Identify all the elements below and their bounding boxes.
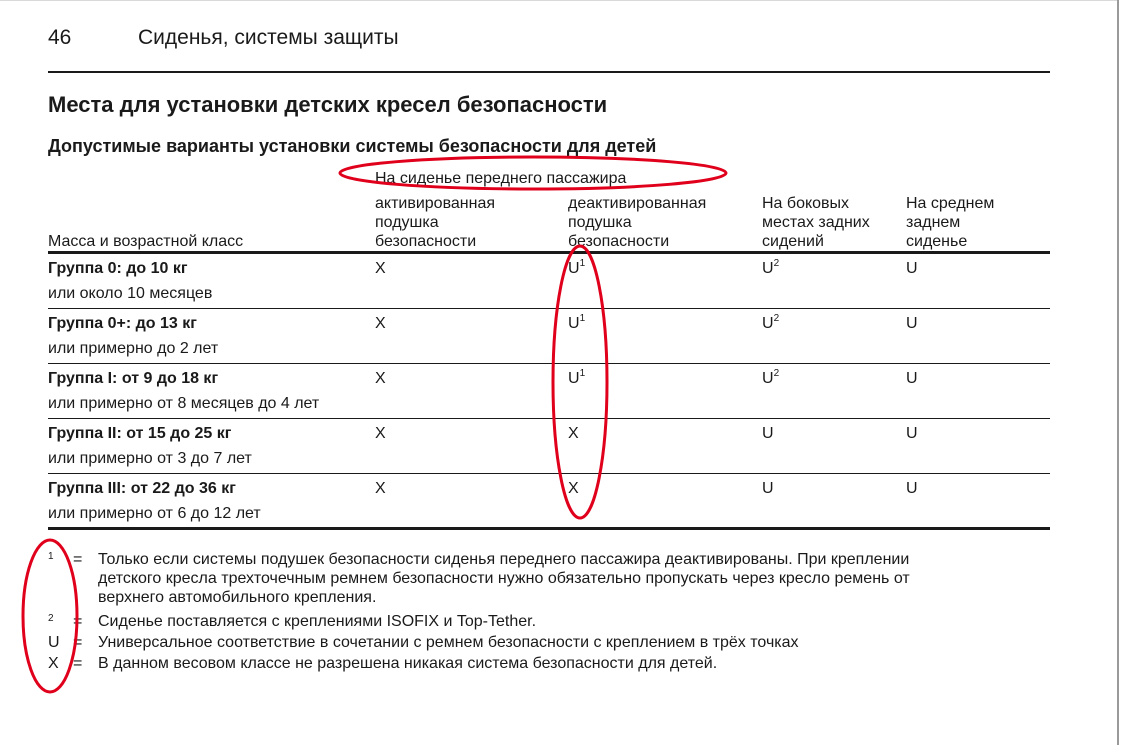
value-text: U (762, 480, 774, 497)
value-text: U (762, 425, 774, 442)
footnote-ref: 1 (579, 258, 586, 269)
value-text: U (568, 315, 580, 332)
header-line: заднем (906, 214, 961, 231)
footnote-text: Сиденье поставляется с креплениями ISOFIX и Top-Tether. (98, 613, 537, 630)
rear-center-value: U (906, 480, 918, 497)
page-subtitle: Допустимые варианты установки системы безопасности для детей (48, 136, 657, 156)
value-text: U (762, 370, 774, 387)
page-number: 46 (48, 26, 72, 49)
footnote-mark: X (48, 655, 59, 672)
rear-center-value: U (906, 370, 918, 387)
header-line: сидений (762, 233, 824, 250)
mass-column-header: Масса и возрастной класс (48, 233, 244, 250)
page-title: Места для установки детских кресел безопасности (48, 92, 608, 117)
footnote-equals: = (73, 634, 83, 651)
age-range: или примерно от 6 до 12 лет (48, 505, 261, 522)
header-line: деактивированная (568, 195, 707, 212)
header-line: активированная (375, 195, 496, 212)
footnote-ref: 2 (773, 368, 780, 379)
header-highlight-ellipse (340, 157, 726, 189)
footnote-ref: 1 (579, 368, 586, 379)
footnote-text: верхнего автомобильного крепления. (98, 589, 377, 606)
section-title: Сиденья, системы защиты (138, 26, 399, 49)
value-text: U (762, 260, 774, 277)
header-line: сиденье (906, 233, 968, 250)
rear-center-value: U (906, 315, 918, 332)
age-range: или примерно от 3 до 7 лет (48, 450, 252, 467)
footnote-marks-highlight-ellipse (23, 540, 77, 692)
footnote-ref: 1 (579, 313, 586, 324)
activated-airbag-value: X (375, 315, 386, 332)
footnote-text: Только если системы подушек безопасности сиденья переднего пассажира деактивированы. При креплении (98, 551, 910, 568)
value-text: U (568, 260, 580, 277)
value-text: X (568, 425, 579, 442)
front-passenger-group-header: На сиденье переднего пассажира (375, 170, 627, 187)
header-line: безопасности (375, 233, 477, 250)
footnote-text: детского кресла трехточечным ремнем безопасности нужно обязательно пропускать через кресло ремень от (98, 570, 910, 587)
value-text: U (568, 370, 580, 387)
footnote-text: Универсальное соответствие в сочетании с ремнем безопасности с креплением в трёх точках (98, 634, 799, 651)
header-line: местах задних (762, 214, 870, 231)
rear-center-value: U (906, 260, 918, 277)
header-line: подушка (568, 214, 632, 231)
header-line: На среднем (906, 195, 995, 212)
weight-group: Группа 0: до 10 кг (48, 260, 188, 277)
footnote-text: В данном весовом классе не разрешена никакая система безопасности для детей. (98, 655, 718, 672)
footnote-equals: = (73, 613, 83, 630)
header-line: подушка (375, 214, 439, 231)
activated-airbag-value: X (375, 370, 386, 387)
footnote-ref: 2 (773, 313, 780, 324)
footnote-ref: 2 (773, 258, 780, 269)
value-text: X (568, 480, 579, 497)
weight-group: Группа 0+: до 13 кг (48, 315, 197, 332)
footnote-mark: 1 (48, 551, 54, 562)
age-range: или около 10 месяцев (48, 285, 213, 302)
weight-group: Группа II: от 15 до 25 кг (48, 425, 232, 442)
age-range: или примерно от 8 месяцев до 4 лет (48, 395, 320, 412)
header-line: безопасности (568, 233, 670, 250)
value-text: U (762, 315, 774, 332)
footnote-mark: 2 (48, 613, 54, 624)
weight-group: Группа I: от 9 до 18 кг (48, 370, 219, 387)
activated-airbag-value: X (375, 260, 386, 277)
rear-center-value: U (906, 425, 918, 442)
deactivated-column-highlight-ellipse (553, 246, 607, 518)
age-range: или примерно до 2 лет (48, 340, 219, 357)
weight-group: Группа III: от 22 до 36 кг (48, 480, 236, 497)
footnote-mark: U (48, 634, 60, 651)
footnote-equals: = (73, 551, 83, 568)
activated-airbag-value: X (375, 480, 386, 497)
header-line: На боковых (762, 195, 850, 212)
footnote-equals: = (73, 655, 83, 672)
activated-airbag-value: X (375, 425, 386, 442)
